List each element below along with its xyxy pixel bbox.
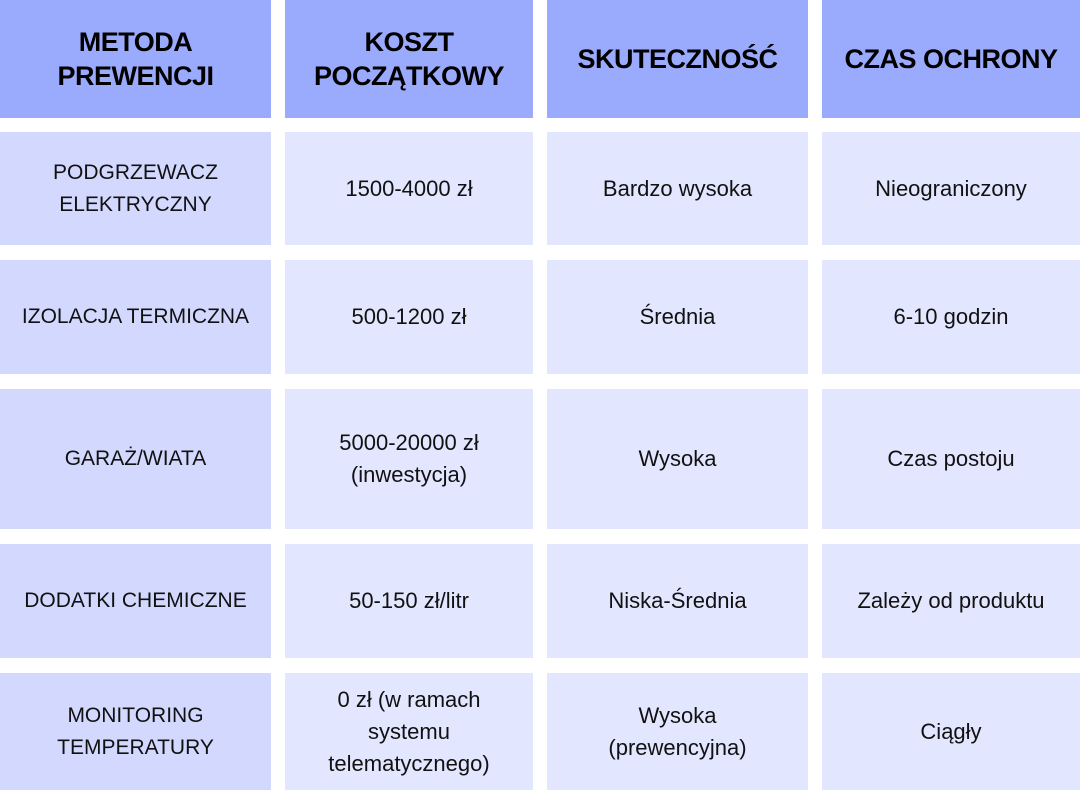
table-row-1-cost: 500-1200 zł	[285, 260, 533, 374]
header-initial-cost: KOSZT POCZĄTKOWY	[285, 0, 533, 118]
table-row-2-protection: Czas postoju	[822, 389, 1080, 529]
table-row-3-cost: 50-150 zł/litr	[285, 544, 533, 658]
table-row-3-effectiveness: Niska-Średnia	[547, 544, 808, 658]
table-row-0-cost: 1500-4000 zł	[285, 132, 533, 245]
table-row-4-cost: 0 zł (w ramach systemu telematycznego)	[285, 673, 533, 790]
table-row-2-effectiveness: Wysoka	[547, 389, 808, 529]
table-row-4-protection: Ciągły	[822, 673, 1080, 790]
table-row-4-effectiveness: Wysoka (prewencyjna)	[547, 673, 808, 790]
header-protection-time: CZAS OCHRONY	[822, 0, 1080, 118]
table-row-1-protection: 6-10 godzin	[822, 260, 1080, 374]
table-row-2-cost: 5000-20000 zł (inwestycja)	[285, 389, 533, 529]
header-effectiveness: SKUTECZNOŚĆ	[547, 0, 808, 118]
header-method: METODA PREWENCJI	[0, 0, 271, 118]
table-row-3-protection: Zależy od produktu	[822, 544, 1080, 658]
table-row-1-effectiveness: Średnia	[547, 260, 808, 374]
table-row-4-method: MONITORING TEMPERATURY	[0, 673, 271, 790]
table-row-0-protection: Nieograniczony	[822, 132, 1080, 245]
table-row-0-effectiveness: Bardzo wysoka	[547, 132, 808, 245]
table-row-1-method: IZOLACJA TERMICZNA	[0, 260, 271, 374]
table-row-2-method: GARAŻ/WIATA	[0, 389, 271, 529]
table-row-0-method: PODGRZEWACZ ELEKTRYCZNY	[0, 132, 271, 245]
table-row-3-method: DODATKI CHEMICZNE	[0, 544, 271, 658]
